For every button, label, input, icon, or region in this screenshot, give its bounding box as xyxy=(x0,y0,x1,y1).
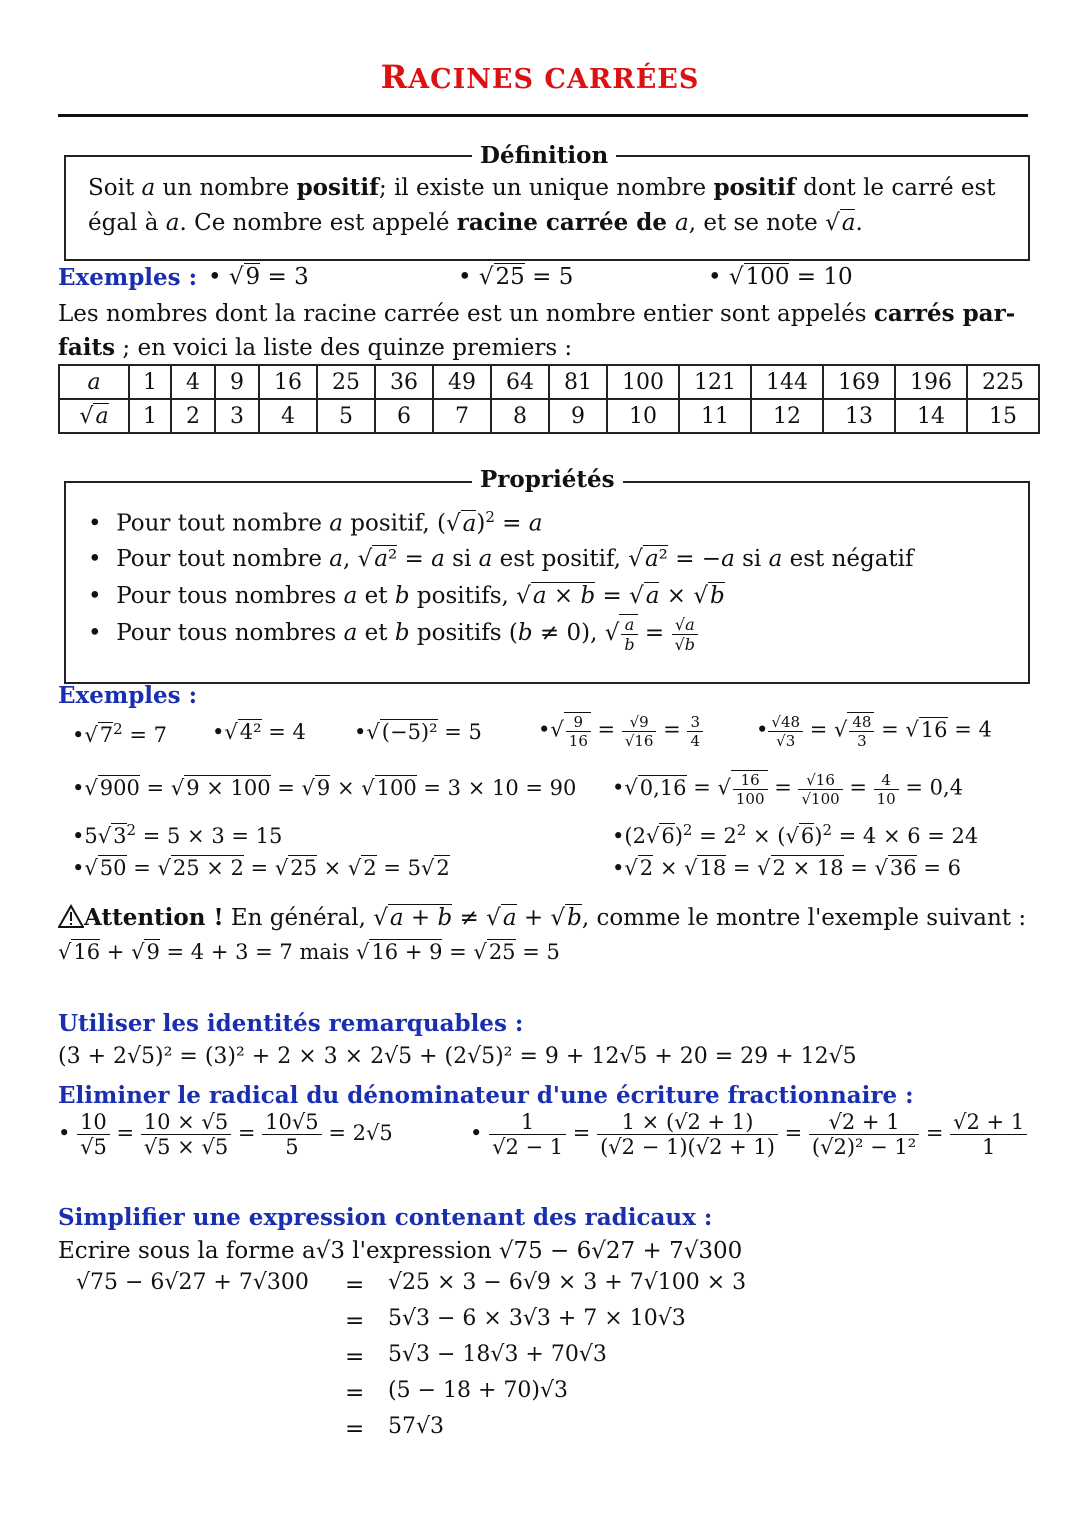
eliminate-example2: • $\frac{1}{√2 - 1}$ = $\frac{1 \times (√2 + 1)}{(√2 - 1)(√2 + 1)}$ = $\frac{√2 + 1}{\text{(√2)² − 1²}}$ = $\frac{√2 + 1}{1}$ xyxy=(470,1110,1027,1159)
table-cell: 225 xyxy=(967,365,1039,399)
table-cell: 169 xyxy=(823,365,895,399)
table-cell: 8 xyxy=(491,399,549,433)
table-cell: 81 xyxy=(549,365,607,399)
page-title: RACINES CARRÉES xyxy=(380,58,700,96)
table-cell: 1 xyxy=(129,365,171,399)
perfect-squares-table xyxy=(58,364,1040,434)
table-cell: 1 xyxy=(129,399,171,433)
simplify-intro: Ecrire sous la forme a√3 l'expression √75 − 6√27 + 7√300 xyxy=(58,1238,743,1264)
table-cell: 4 xyxy=(259,399,317,433)
table-cell: 11 xyxy=(679,399,751,433)
property-1: • Pour tout nombre a positif, $(√a)^2 = a$ xyxy=(88,508,543,537)
definition-line1: Soit a un nombre positif; il existe un unique nombre positif dont le carré est xyxy=(88,174,996,201)
table-cell: 49 xyxy=(433,365,491,399)
table-row xyxy=(59,365,1039,399)
simplify-step: 57√3 xyxy=(388,1414,445,1439)
property-3: • Pour tous nombres a et b positifs, √a × b = √a × √b xyxy=(88,583,725,609)
identities-expression: (3 + 2√5)² = (3)² + 2 × 3 × 2√5 + (2√5)² = 9 + 12√5 + 20 = 29 + 12√5 xyxy=(58,1044,857,1069)
simplify-step: √25 × 3 − 6√9 × 3 + 7√100 × 3 xyxy=(388,1270,747,1295)
property-2: • Pour tout nombre a, √a² = a si a est positif, √a² = −a si a est négatif xyxy=(88,546,914,572)
identities-heading: Utiliser les identités remarquables : xyxy=(58,1010,524,1037)
simplify-heading: Simplifier une expression contenant des radicaux : xyxy=(58,1204,713,1231)
table-cell: 15 xyxy=(967,399,1039,433)
perfect-squares-line1: Les nombres dont la racine carrée est un nombre entier sont appelés carrés par- xyxy=(58,300,1016,327)
table-cell: 9 xyxy=(549,399,607,433)
table-cell: 9 xyxy=(215,365,259,399)
perfect-squares-line2: faits ; en voici la liste des quinze premiers : xyxy=(58,334,573,361)
table-cell: 2 xyxy=(171,399,215,433)
table-cell: 6 xyxy=(375,399,433,433)
simplify-step: 5√3 − 18√3 + 70√3 xyxy=(388,1342,607,1367)
table-cell: 12 xyxy=(751,399,823,433)
simplify-eq: = xyxy=(345,1380,365,1406)
examples2-label: Exemples : xyxy=(58,682,198,709)
table-cell: 144 xyxy=(751,365,823,399)
simplify-eq: = xyxy=(345,1308,365,1334)
table-cell: 25 xyxy=(317,365,375,399)
definition-line2: égal à a. Ce nombre est appelé racine carrée de a, et se note √a. xyxy=(88,209,863,236)
table-cell: 121 xyxy=(679,365,751,399)
table-cell: 10 xyxy=(607,399,679,433)
simplify-eq: = xyxy=(345,1272,365,1298)
table-cell: 7 xyxy=(433,399,491,433)
properties-label: Propriétés xyxy=(472,466,623,493)
definition-label: Définition xyxy=(472,142,616,169)
table-head-sqrt-a: √a xyxy=(59,399,129,433)
table-cell: 13 xyxy=(823,399,895,433)
table-cell: 4 xyxy=(171,365,215,399)
table-cell: 3 xyxy=(215,399,259,433)
simplify-step: (5 − 18 + 70)√3 xyxy=(388,1378,569,1403)
table-cell: 16 xyxy=(259,365,317,399)
examples1-line: Exemples : • √9 = 3 • √25 = 5 • √100 = 10 xyxy=(58,264,853,291)
table-cell: 64 xyxy=(491,365,549,399)
simplify-lhs: √75 − 6√27 + 7√300 xyxy=(76,1270,309,1295)
title-rule xyxy=(58,114,1028,117)
table-head-a: a xyxy=(59,365,129,399)
table-cell: 14 xyxy=(895,399,967,433)
eliminate-heading: Eliminer le radical du dénominateur d'une écriture fractionnaire : xyxy=(58,1082,914,1109)
table-cell: 36 xyxy=(375,365,433,399)
examples1-label: Exemples : xyxy=(58,264,198,291)
table-cell: 5 xyxy=(317,399,375,433)
definition-box xyxy=(64,155,1030,261)
attention-line2: √16 + √9 = 4 + 3 = 7 mais √16 + 9 = √25 = 5 xyxy=(58,940,560,964)
property-4: • Pour tous nombres a et b positifs (b ≠ 0), √ $\frac{a}{b}$ = $\frac{√a}{√b}$ xyxy=(88,614,698,654)
table-row xyxy=(59,399,1039,433)
simplify-step: 5√3 − 6 × 3√3 + 7 × 10√3 xyxy=(388,1306,686,1331)
table-cell: 196 xyxy=(895,365,967,399)
simplify-eq: = xyxy=(345,1344,365,1370)
simplify-eq: = xyxy=(345,1416,365,1442)
table-cell: 100 xyxy=(607,365,679,399)
attention-line1: Attention ! En général, √a + b ≠ √a + √b, comme le montre l'exemple suivant : xyxy=(58,904,1026,931)
eliminate-example1: • $\frac{10}{√5}$ = $\frac{10 \times √5}{√5 \times √5}$ = $\frac{10√5}{5}$ = 2√5 xyxy=(58,1110,393,1159)
warning-icon xyxy=(58,904,84,928)
